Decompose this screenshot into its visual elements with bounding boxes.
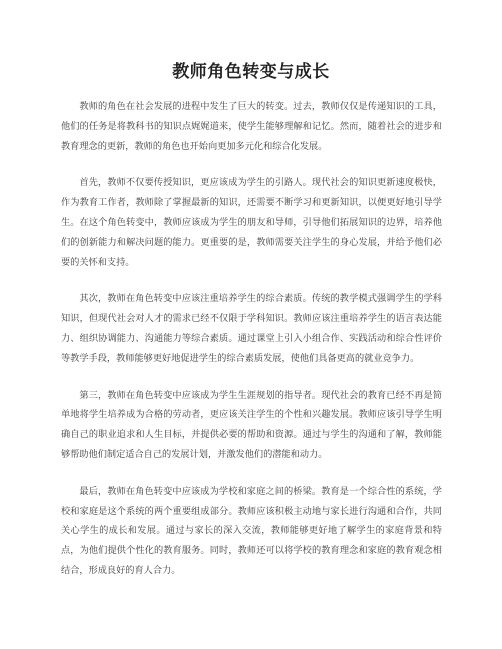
paragraph-1: 教师的角色在社会发展的进程中发生了巨大的转变。过去，教师仅仅是传递知识的工具，他们的任务是将教科书的知识点娓娓道来，使学生能够理解和记忆。然而，随着社会的进步和教育理念的更新，教师的角色也开始向更加多元化和综合化发展。 (61, 101, 442, 152)
document-body (61, 97, 442, 598)
document-title: 教师角色转变与成长 (172, 62, 330, 82)
paragraph-5: 最后，教师在角色转变中应该成为学校和家庭之间的桥梁。教育是一个综合性的系统，学校和家庭是这个系统的两个重要组成部分。教师应该积极主动地与家长进行沟通和合作，共同关心学生的成长和发展。通过与家长的深入交流，教师能够更好地了解学生的家庭背景和特点，为他们提供个性化的教育服务。同时，教师还可以将学校的教育理念和家庭的教育观念相结合，形成良好的育人合力。 (61, 485, 442, 576)
paragraph-4: 第三，教师在角色转变中应该成为学生生涯规划的指导者。现代社会的教育已经不再是简单地将学生培养成为合格的劳动者，更应该关注学生的个性和兴趣发展。教师应该引导学生明确自己的职业追求和人生目标，并提供必要的帮助和资源。通过与学生的沟通和了解，教师能够帮助他们制定适合自己的发展计划，并激发他们的潜能和动力。 (61, 389, 442, 460)
paragraph-3: 其次，教师在角色转变中应该注重培养学生的综合素质。传统的教学模式强调学生的学科知识，但现代社会对人才的需求已经不仅限于学科知识。教师应该注重培养学生的语言表达能力、组织协调能力、沟通能力等综合素质。通过课堂上引入小组合作、实践活动和综合性评价等教学手段，教师能够更好地促进学生的综合素质发展，使他们具备更高的就业竞争力。 (61, 293, 442, 364)
paragraph-2: 首先，教师不仅要传授知识，更应该成为学生的引路人。现代社会的知识更新速度极快，作为教育工作者，教师除了掌握最新的知识，还需要不断学习和更新知识，以便更好地引导学生。在这个角色转变中，教师应该成为学生的朋友和导师，引导他们拓展知识的边界，培养他们的创新能力和解决问题的能力。更重要的是，教师需要关注学生的身心发展，并给予他们必要的关怀和支持。 (61, 177, 442, 268)
